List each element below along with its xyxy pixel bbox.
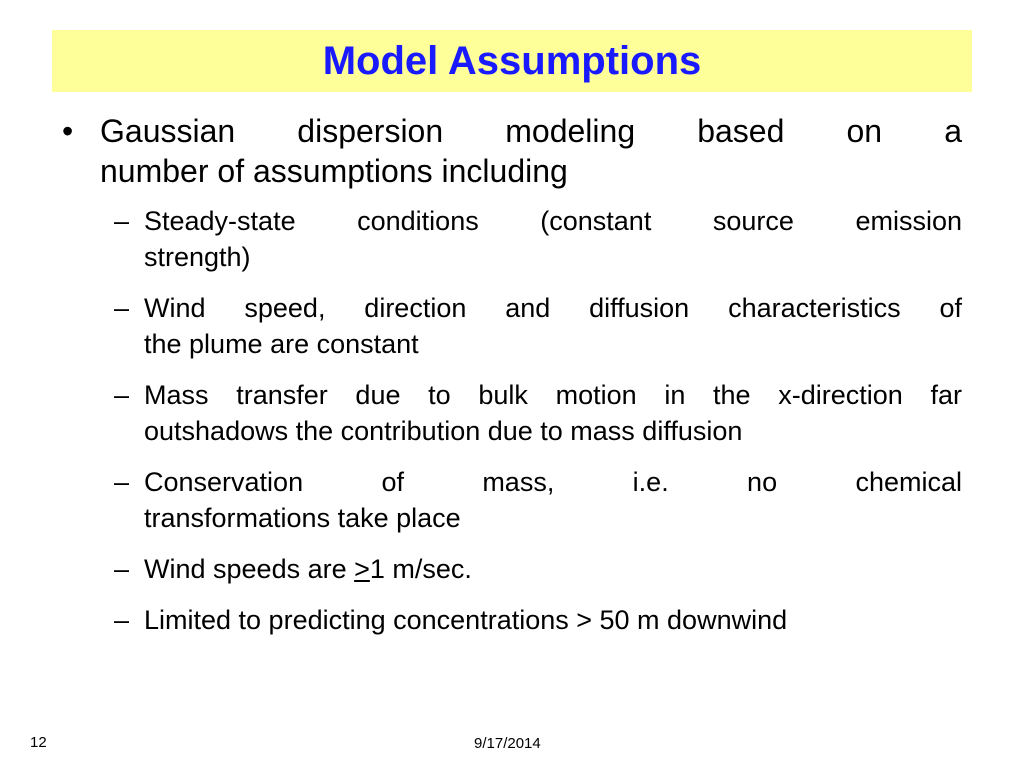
sub-bullet-list [62,203,962,638]
sub-bullet-text [144,290,962,362]
sub-bullet-text [144,602,962,638]
main-bullet [62,111,962,191]
dash-marker: – [114,467,130,497]
main-bullet-text [100,111,962,191]
sub-bullet-item [114,377,962,449]
wind-speed-prefix: Wind speeds are [144,554,355,584]
dash-marker: – [114,380,130,410]
sub-bullet-line-2: transformations take place [144,503,461,533]
sub-bullet-line-1: Limited to predicting concentrations > 50 m downwind [144,605,788,635]
page-number: 12 [30,734,47,751]
sub-bullet-line-1: Conservation of mass, i.e. no chemical [144,467,962,497]
bullet-marker: • [62,113,74,149]
sub-bullet-line-1: Mass transfer due to bulk motion in the x-direction far [144,380,962,410]
title-bar [52,30,972,92]
sub-bullet-line-1: Steady-state conditions (constant source emission [144,206,962,236]
dash-marker: – [114,605,130,635]
sub-bullet-text [144,377,962,449]
dash-marker: – [114,293,130,323]
sub-bullet-item [114,602,962,638]
sub-bullet-text [144,203,962,275]
main-bullet-line-1: Gaussian dispersion modeling based on a [100,113,962,149]
footer-date: 9/17/2014 [474,735,541,752]
greater-equal-symbol: > [354,554,370,584]
dash-marker: – [114,554,130,584]
dash-marker: – [114,206,130,236]
sub-bullet-line-1: Wind speed, direction and diffusion characteristics of [144,293,962,323]
sub-bullet-line-2: strength) [144,242,251,272]
sub-bullet-item [114,290,962,362]
sub-bullet-text [144,464,962,536]
slide-content [62,111,962,653]
slide-title: Model Assumptions [322,39,702,83]
wind-speed-suffix: 1 m/sec. [369,554,472,584]
sub-bullet-text [144,551,962,587]
sub-bullet-line-2: the plume are constant [144,329,419,359]
main-bullet-line-2: number of assumptions including [100,153,568,189]
sub-bullet-item [114,203,962,275]
sub-bullet-line-2: outshadows the contribution due to mass diffusion [144,416,743,446]
sub-bullet-item [114,551,962,587]
sub-bullet-item [114,464,962,536]
